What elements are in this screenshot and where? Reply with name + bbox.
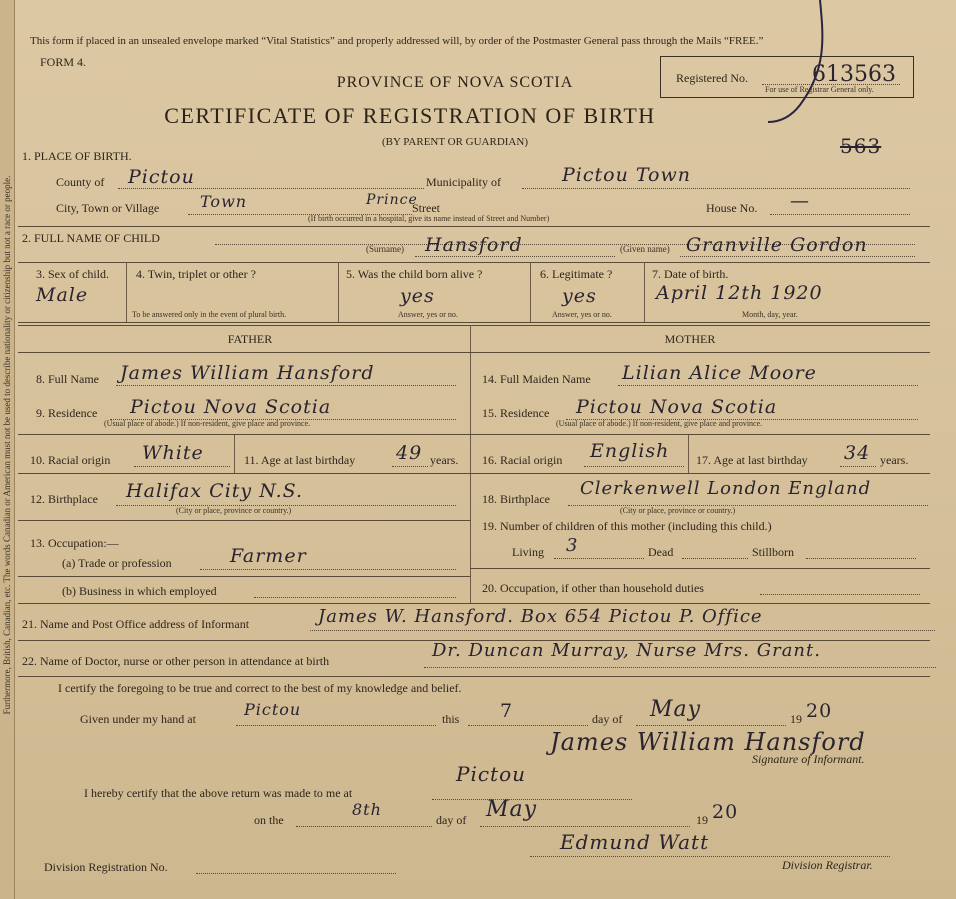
father-trade-value: Farmer (230, 545, 307, 567)
registrar-caption: Division Registrar. (782, 858, 873, 872)
sex-label: 3. Sex of child. (36, 267, 109, 281)
attendant-value: Dr. Duncan Murray, Nurse Mrs. Grant. (432, 640, 821, 661)
attendant-label: 22. Name of Doctor, nurse or other person in attendance at birth (22, 654, 330, 668)
return-day: 8th (352, 800, 382, 819)
mother-race-value: English (590, 440, 670, 462)
father-race-label: 10. Racial origin (30, 453, 111, 467)
given-place: Pictou (244, 700, 302, 719)
father-residence-label: 9. Residence (36, 406, 98, 420)
dead-label: Dead (648, 545, 674, 559)
struck-number: 563 (840, 134, 882, 158)
mother-residence-value: Pictou Nova Scotia (576, 396, 778, 418)
mother-race-label: 16. Racial origin (482, 453, 563, 467)
house-value: — (790, 190, 810, 212)
twin-note: To be answered only in the event of plural birth. (132, 310, 287, 319)
left-margin-strip (0, 0, 15, 899)
margin-note: Furthermore, British, Canadian, etc. The words Canadian or American must not be used to describe nationality or citizenship but not a race or people. (2, 175, 12, 715)
mother-heading: MOTHER (664, 332, 716, 346)
return-dayof-label: day of (436, 813, 467, 827)
alive-value: yes (400, 285, 435, 307)
given-name-label: (Given name) (620, 244, 670, 254)
mother-residence-label: 15. Residence (482, 406, 550, 420)
mother-children-label: 19. Number of children of this mother (including this child.) (482, 519, 772, 533)
father-birthplace-value: Halifax City N.S. (126, 480, 304, 502)
father-birthplace-note: (City or place, province or country.) (176, 506, 292, 515)
province-heading: PROVINCE OF NOVA SCOTIA (336, 74, 574, 91)
registrar-signature: Edmund Watt (560, 830, 710, 854)
father-residence-note: (Usual place of abode.) If non-resident, give place and province. (104, 419, 311, 428)
birth-date-label: 7. Date of birth. (652, 267, 729, 281)
alive-label: 5. Was the child born alive ? (346, 267, 483, 281)
father-race-value: White (142, 442, 204, 464)
twin-label: 4. Twin, triplet or other ? (136, 267, 256, 281)
father-name-label: 8. Full Name (36, 372, 99, 386)
city-label: City, Town or Village (56, 201, 160, 215)
registered-label: Registered No. (676, 71, 748, 85)
birth-date-note: Month, day, year. (742, 310, 798, 319)
mail-notice: This form if placed in an unsealed envelope marked “Vital Statistics” and properly addressed will, by order of the Postmaster General pass through the Mails “FREE.” (30, 35, 764, 47)
given-day: 7 (500, 700, 514, 722)
father-age-label: 11. Age at last birthday (244, 453, 356, 467)
legitimate-value: yes (562, 285, 597, 307)
father-years-label: years. (430, 453, 459, 467)
city-value: Town (200, 192, 248, 211)
return-year: 20 (712, 801, 739, 823)
street-label: Street (412, 201, 440, 215)
alive-note: Answer, yes or no. (398, 310, 458, 319)
mother-occupation-label: 20. Occupation, if other than household duties (482, 581, 704, 595)
mother-name-label: 14. Full Maiden Name (482, 372, 591, 386)
return-month: May (486, 797, 538, 822)
county-value: Pictou (128, 166, 195, 188)
living-value: 3 (566, 535, 579, 556)
legitimate-note: Answer, yes or no. (552, 310, 612, 319)
living-label: Living (512, 545, 544, 559)
municipality-label: Municipality of (426, 175, 501, 189)
municipality-value: Pictou Town (562, 164, 691, 186)
father-name-value: James William Hansford (120, 362, 375, 384)
certificate-subtitle: (BY PARENT OR GUARDIAN) (382, 136, 528, 148)
informant-signature: James William Hansford (550, 728, 866, 756)
mother-birthplace-note: (City or place, province or country.) (620, 506, 736, 515)
given-year-prefix: 19 (790, 712, 802, 726)
mother-age-label: 17. Age at last birthday (696, 453, 808, 467)
mother-residence-note: (Usual place of abode.) If non-resident, give place and province. (556, 419, 763, 428)
stillborn-label: Stillborn (752, 545, 795, 559)
registered-number: 613563 (812, 62, 896, 87)
father-occupation-label: 13. Occupation:— (30, 536, 119, 550)
father-business-label: (b) Business in which employed (62, 584, 217, 598)
given-name-value: Granville Gordon (686, 234, 868, 256)
certificate-title: CERTIFICATE OF REGISTRATION OF BIRTH (164, 103, 656, 128)
mother-age-value: 34 (844, 442, 871, 464)
hospital-note: (If birth occurred in a hospital, give its name instead of Street and Number) (308, 214, 550, 223)
mother-birthplace-label: 18. Birthplace (482, 492, 550, 506)
informant-label: 21. Name and Post Office address of Informant (22, 617, 250, 631)
street-value: Prince (366, 192, 418, 208)
surname-label: (Surname) (366, 244, 404, 254)
surname-value: Hansford (425, 234, 523, 256)
given-month: May (650, 697, 702, 722)
father-trade-label: (a) Trade or profession (62, 556, 172, 570)
house-label: House No. (706, 201, 758, 215)
informant-value: James W. Hansford. Box 654 Pictou P. Office (318, 606, 763, 627)
mother-birthplace-value: Clerkenwell London England (580, 478, 872, 499)
county-label: County of (56, 175, 105, 189)
pen-stroke-mark (760, 0, 850, 130)
father-birthplace-label: 12. Birthplace (30, 492, 98, 506)
full-name-heading: 2. FULL NAME OF CHILD (22, 231, 160, 245)
informant-signature-caption: Signature of Informant. (752, 752, 865, 766)
certification-statement: I certify the foregoing to be true and correct to the best of my knowledge and belief. (58, 681, 462, 695)
return-year-prefix: 19 (696, 813, 708, 827)
return-label: I hereby certify that the above return was made to me at (84, 786, 353, 800)
on-the-label: on the (254, 813, 284, 827)
registrar-note: For use of Registrar General only. (765, 85, 874, 94)
form-number: FORM 4. (40, 55, 87, 69)
mother-years-label: years. (880, 453, 909, 467)
this-label: this (442, 712, 460, 726)
father-heading: FATHER (227, 332, 273, 346)
return-place: Pictou (456, 762, 527, 786)
father-residence-value: Pictou Nova Scotia (130, 396, 332, 418)
birth-date-value: April 12th 1920 (656, 282, 823, 304)
legitimate-label: 6. Legitimate ? (540, 267, 613, 281)
given-year: 20 (806, 700, 833, 722)
sex-value: Male (36, 284, 89, 306)
mother-name-value: Lilian Alice Moore (622, 362, 817, 384)
given-dayof-label: day of (592, 712, 623, 726)
given-under-label: Given under my hand at (80, 712, 196, 726)
place-of-birth-heading: 1. PLACE OF BIRTH. (22, 149, 132, 163)
division-registration-label: Division Registration No. (44, 860, 168, 874)
father-age-value: 49 (396, 442, 423, 464)
